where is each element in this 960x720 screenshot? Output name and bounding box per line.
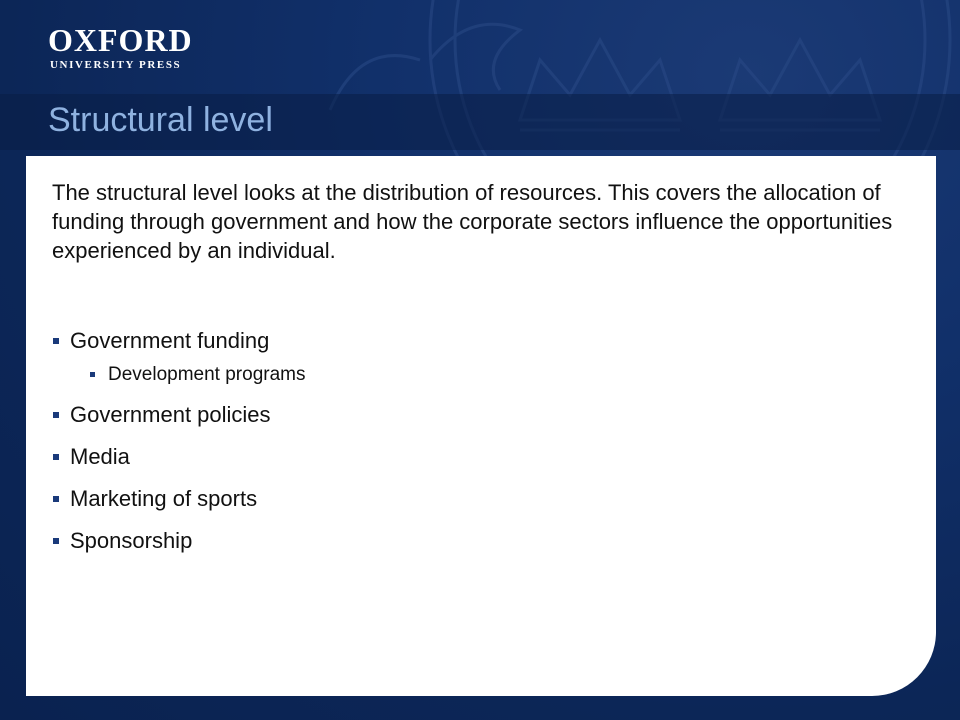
bullet-item — [52, 484, 892, 514]
sub-bullet-item — [52, 362, 892, 388]
bullet-text: Marketing of sports — [70, 486, 258, 511]
bullet-text: Media — [70, 444, 130, 469]
square-bullet-icon — [53, 454, 59, 460]
bullet-text: Government policies — [70, 402, 271, 427]
bullet-text: Government funding — [70, 328, 270, 353]
square-bullet-icon — [53, 412, 59, 418]
bullet-item — [52, 442, 892, 472]
slide-title: Structural level — [48, 101, 273, 139]
publisher-name: OXFORD — [48, 22, 193, 58]
bullet-text: Sponsorship — [70, 528, 193, 553]
intro-paragraph: The structural level looks at the distribution of resources. This covers the allocation of funding through government and how the corporate sectors influence the opportunities experienced by an individual. — [52, 180, 893, 263]
sub-bullet-text: Development programs — [108, 364, 306, 385]
square-bullet-icon — [90, 372, 95, 377]
square-bullet-icon — [53, 538, 59, 544]
bullet-list — [52, 326, 892, 568]
square-bullet-icon — [53, 496, 59, 502]
square-bullet-icon — [53, 338, 59, 344]
publisher-subtitle: UNIVERSITY PRESS — [50, 59, 182, 71]
bullet-item — [52, 526, 892, 556]
bullet-item — [52, 326, 892, 356]
publisher-logo — [48, 24, 193, 71]
bullet-item — [52, 400, 892, 430]
